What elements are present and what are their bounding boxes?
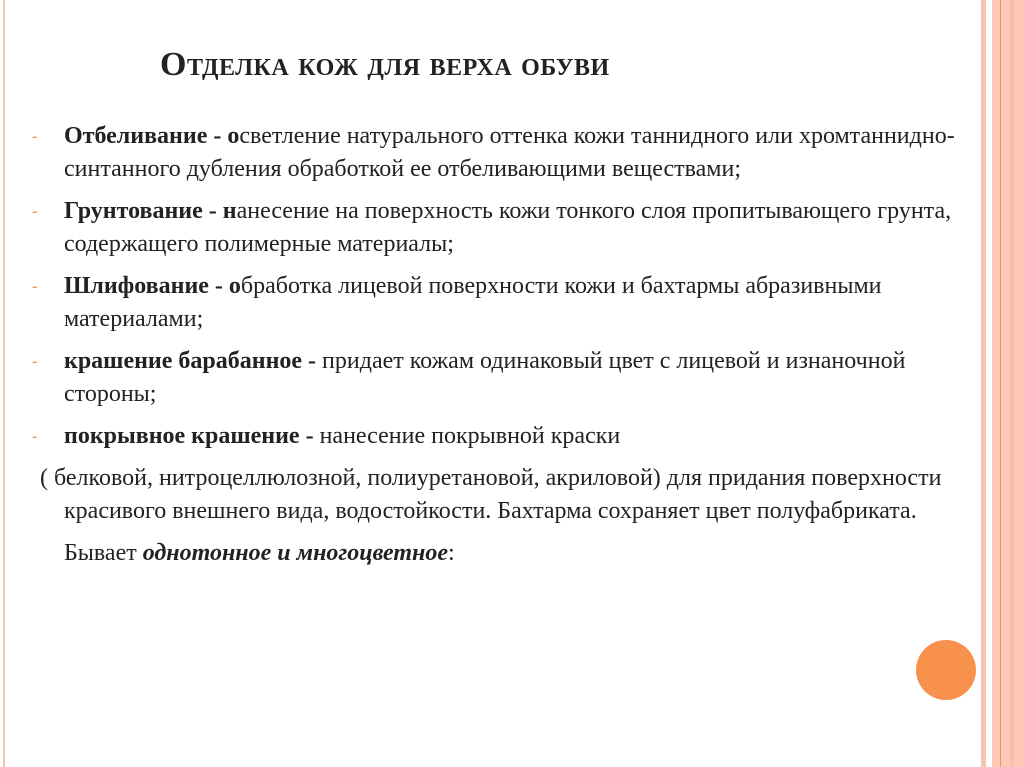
item-text: бработка лицевой поверхности кожи и бахтармы абразивными материалами;: [64, 273, 882, 332]
item-text: придает кожам одинаковый цвет с лицевой и изнаночной стороны;: [64, 348, 906, 407]
continuation-span: ( белковой, нитроцеллюлозной, полиуретановой, акриловой) для придания поверхности красивого внешнего вида, водостойкости. Бахтарма сохраняет цвет полуфабриката.: [40, 465, 942, 524]
item-term: крашение барабанное -: [64, 348, 323, 374]
closing-emphasis: однотонное и многоцветное: [142, 540, 449, 566]
decor-stripe: [1000, 0, 1001, 767]
item-term: покрывное крашение -: [64, 423, 320, 449]
item-term: Грунтование - н: [64, 198, 237, 224]
item-text: светление натурального оттенка кожи таннидного или хромтаннидно-синтанного дубления обработкой ее отбеливающими веществами;: [64, 123, 955, 182]
continuation-text: [0, 462, 980, 528]
decor-stripe: [981, 0, 986, 767]
decor-stripe: [1010, 0, 1014, 767]
list-item: [0, 420, 980, 453]
bullet-dash: -: [32, 353, 38, 370]
bullet-dash: -: [32, 428, 38, 445]
item-term: Шлифование - о: [64, 273, 241, 299]
closing-prefix: Бывает: [64, 540, 143, 566]
list-item: [0, 120, 980, 186]
item-text: анесение на поверхность кожи тонкого слоя пропитывающего грунта, содержащего полимерные материалы;: [64, 198, 952, 257]
list-item: [0, 195, 980, 261]
item-term: Отбеливание - о: [64, 123, 240, 149]
closing-line: [0, 537, 980, 570]
list-item: [0, 345, 980, 411]
bullet-dash: -: [32, 278, 38, 295]
slide-title: Отделка кож для верха обуви: [160, 46, 610, 83]
bullet-dash: -: [32, 128, 38, 145]
closing-suffix: :: [448, 540, 455, 566]
slide-body: [0, 120, 980, 570]
bullet-dash: -: [32, 203, 38, 220]
item-text: нанесение покрывной краски: [319, 423, 621, 449]
decor-stripe: [992, 0, 1024, 767]
list-item: [0, 270, 980, 336]
decor-circle: [916, 640, 976, 700]
